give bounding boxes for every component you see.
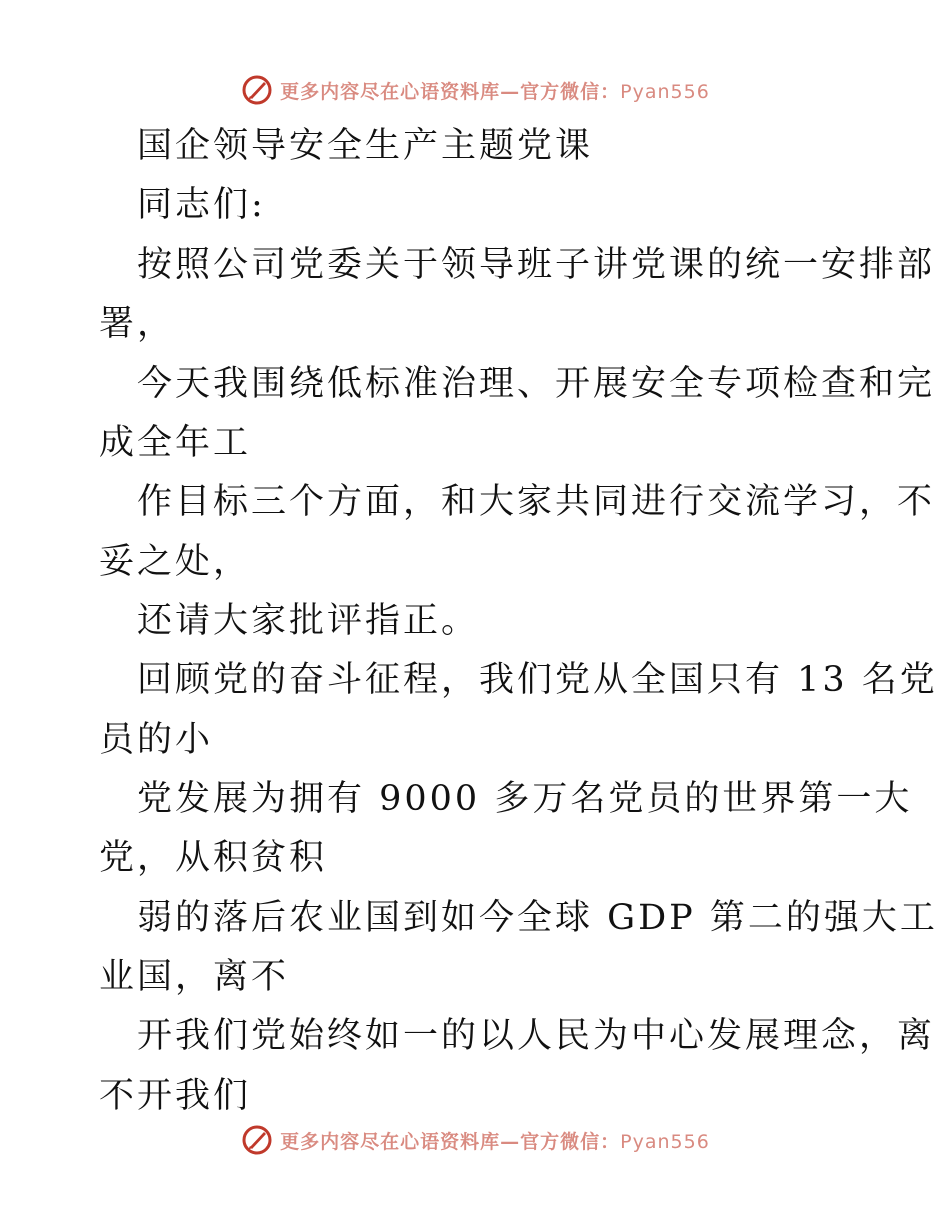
text-line: 弱的落后农业国到如今全球 GDP 第二的强大工 — [137, 898, 938, 938]
text-line: 按照公司党委关于领导班子讲党课的统一安排部 — [137, 245, 936, 285]
watermark-text: 更多内容尽在心语资料库—官方微信：Pyan556 — [280, 80, 710, 103]
text-line: 成全年工 — [99, 423, 252, 463]
text-line: 妥之处， — [99, 542, 252, 582]
document-title: 国企领导安全生产主题党课 — [137, 126, 594, 166]
header-watermark — [0, 70, 950, 110]
salutation: 同志们: — [137, 185, 266, 225]
text-line: 党，从积贫积 — [99, 838, 328, 878]
text-line: 不开我们 — [99, 1076, 252, 1116]
text-line: 作目标三个方面，和大家共同进行交流学习，不 — [137, 482, 936, 522]
text-line: 业国，离不 — [99, 957, 290, 997]
text-line: 署， — [99, 304, 176, 344]
text-line: 党发展为拥有 9000 多万名党员的世界第一大 — [137, 779, 913, 819]
text-line: 回顾党的奋斗征程，我们党从全国只有 13 名党 — [137, 660, 938, 700]
footer-watermark — [0, 1120, 950, 1160]
watermark-text: 更多内容尽在心语资料库—官方微信：Pyan556 — [280, 1130, 710, 1153]
quill-logo-icon — [240, 1123, 274, 1157]
quill-logo-icon — [240, 73, 274, 107]
text-line: 今天我围绕低标准治理、开展安全专项检查和完 — [137, 364, 936, 404]
text-line: 员的小 — [99, 720, 214, 760]
text-line: 还请大家批评指正。 — [137, 601, 480, 641]
text-line: 开我们党始终如一的以人民为中心发展理念，离 — [137, 1016, 936, 1056]
